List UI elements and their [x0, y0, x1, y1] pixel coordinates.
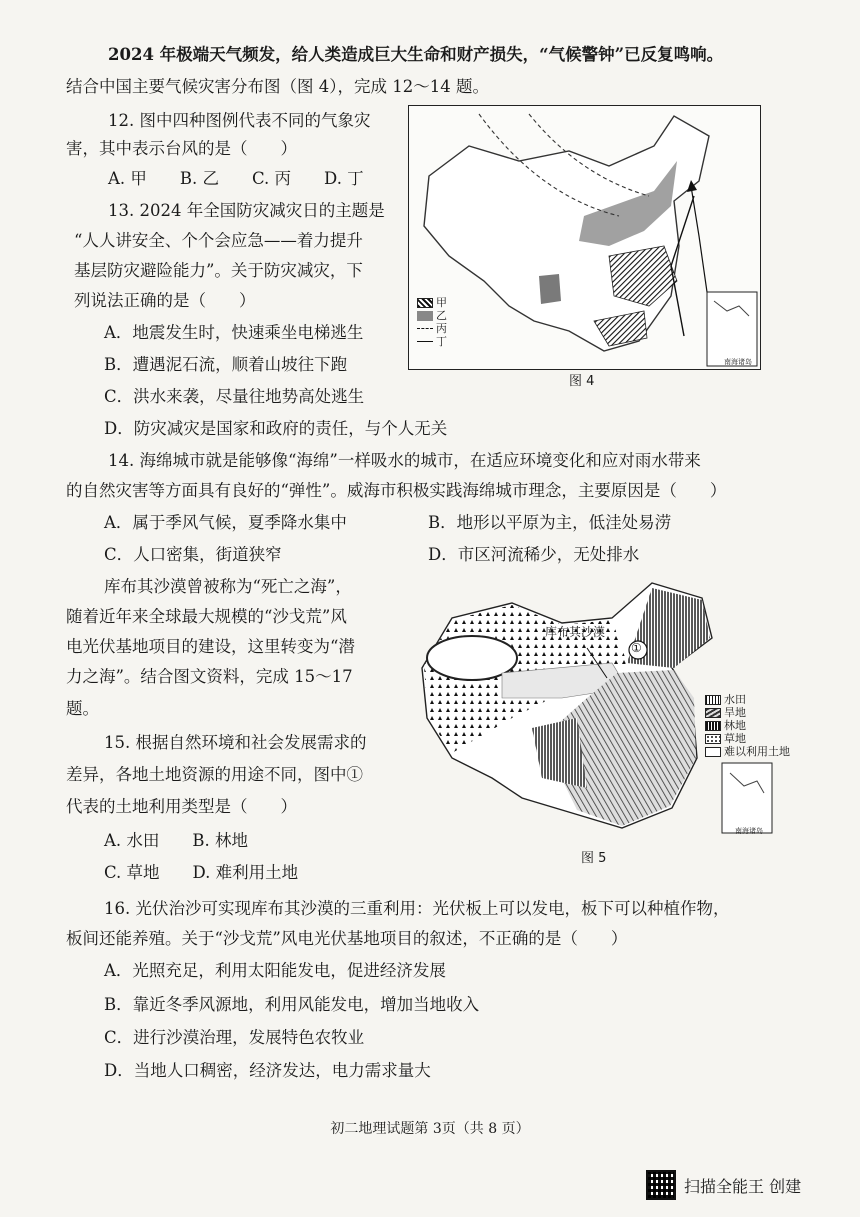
legend-swatch-bing: [417, 328, 433, 329]
figure-4-map: [408, 105, 761, 370]
figure-5-legend: [705, 693, 790, 758]
figure-5-caption: 图 5: [581, 851, 607, 866]
brand-text: 扫描全能王 创建: [684, 1176, 802, 1196]
intro2-line-5: 题。: [66, 699, 99, 718]
china-outline: [424, 116, 709, 351]
q16-option-c: C．进行沙漠治理，发展特色农牧业: [104, 1028, 365, 1047]
q16-line-2: 板间还能养殖。关于“沙戈荒”风电光伏基地项目的叙述，不正确的是（ ）: [66, 929, 628, 948]
q16-option-b: B．靠近冬季风源地，利用风能发电，增加当地收入: [104, 995, 480, 1014]
path-ding-2: [691, 186, 709, 306]
q15-options-1: A. 水田 B. 林地: [104, 831, 249, 850]
q13-option-c: C．洪水来袭，尽量往地势高处逃生: [104, 387, 365, 406]
q12-line-1: 12. 图中四种图例代表不同的气象灾: [108, 111, 371, 130]
legend-label-barren: 难以利用土地: [724, 745, 790, 758]
q16-option-d: D．当地人口稠密，经济发达，电力需求量大: [104, 1061, 431, 1080]
legend-label-ding: 丁: [436, 335, 447, 348]
china-disaster-map-svg: [409, 106, 760, 369]
legend-label-grass: 草地: [724, 732, 746, 745]
figure-4-caption: 图 4: [569, 374, 595, 389]
marker-label: ①: [631, 641, 642, 655]
legend-swatch-ding: [417, 341, 433, 342]
q12-options: A. 甲 B. 乙 C. 丙 D. 丁: [108, 169, 364, 188]
intro-line-2: 结合中国主要气候灾害分布图（图 4），完成 12～14 题。: [66, 77, 489, 96]
q13-line-2: “人人讲安全、个个会应急——着力提升: [74, 231, 363, 250]
q12-line-2: 害，其中表示台风的是（ ）: [66, 139, 297, 158]
page-footer: 初二地理试题第 3页（共 8 页）: [330, 1121, 530, 1137]
q14-option-a: A．属于季风气候，夏季降水集中: [104, 513, 347, 532]
intro2-line-4: 力之海”。结合图文资料，完成 15～17: [66, 667, 353, 686]
q14-line-1: 14. 海绵城市就是能够像“海绵”一样吸水的城市，在适应环境变化和应对雨水带来: [108, 451, 701, 470]
intro-line-1: 2024 年极端天气频发，给人类造成巨大生命和财产损失，“气候警钟”已反复鸣响。: [108, 45, 724, 64]
intro2-line-3: 电光伏基地项目的建设，这里转变为“潜: [66, 637, 355, 656]
q16-line-1: 16. 光伏治沙可实现库布其沙漠的三重利用：光伏板上可以发电，板下可以种植作物，: [104, 899, 730, 918]
q13-line-1: 13. 2024 年全国防灾减灾日的主题是: [108, 201, 385, 220]
figure-5-inset-label: 南海诸岛: [735, 827, 763, 835]
scanner-brand: [646, 1170, 836, 1200]
legend-label-paddy: 水田: [724, 693, 746, 706]
figure-4-legend: [417, 296, 447, 348]
q15-line-1: 15. 根据自然环境和社会发展需求的: [104, 733, 367, 752]
intro2-line-2: 随着近年来全球最大规模的“沙戈荒”风: [66, 607, 347, 626]
intro2-line-1: 库布其沙漠曾被称为“死亡之海”，: [104, 577, 352, 596]
legend-label-bing: 丙: [436, 322, 447, 335]
legend-swatch-dryland: [705, 708, 721, 718]
q15-line-2: 差异，各地土地资源的用途不同，图中①: [66, 765, 363, 784]
q13-option-d: D．防灾减灾是国家和政府的责任，与个人无关: [104, 419, 448, 438]
q14-line-2: 的自然灾害等方面具有良好的“弹性”。威海市积极实践海绵城市理念，主要原因是（ ）: [66, 481, 727, 500]
figure-4-inset-label: 南海诸岛: [724, 358, 752, 366]
q14-option-b: B．地形以平原为主，低洼处易涝: [428, 513, 672, 532]
figure-5-map: [412, 578, 837, 845]
desert-label: 库布其沙漠: [545, 625, 606, 639]
legend-swatch-jia: [417, 298, 433, 308]
legend-swatch-paddy: [705, 695, 721, 705]
q13-option-a: A．地震发生时，快速乘坐电梯逃生: [104, 323, 364, 342]
q13-option-b: B．遭遇泥石流，顺着山坡往下跑: [104, 355, 348, 374]
q13-line-3: 基层防灾避险能力”。关于防灾减灾，下: [74, 261, 363, 280]
qr-code-icon: [646, 1170, 676, 1200]
q15-options-2: C. 草地 D. 难利用土地: [104, 863, 299, 882]
q15-line-3: 代表的土地利用类型是（ ）: [66, 797, 297, 816]
q13-line-4: 列说法正确的是（ ）: [74, 291, 256, 310]
inset-box-5: [722, 763, 772, 833]
legend-swatch-forest: [705, 721, 721, 731]
legend-label-forest: 林地: [724, 719, 746, 732]
inset-box: [707, 292, 757, 366]
q14-option-c: C．人口密集，街道狭窄: [104, 545, 282, 564]
legend-label-jia: 甲: [436, 296, 447, 309]
legend-swatch-barren: [705, 747, 721, 757]
legend-label-dryland: 旱地: [724, 706, 746, 719]
region-yi-2: [539, 274, 561, 304]
legend-swatch-yi: [417, 311, 433, 321]
q14-option-d: D．市区河流稀少，无处排水: [428, 545, 640, 564]
legend-label-yi: 乙: [436, 309, 447, 322]
q16-option-a: A．光照充足，利用太阳能发电，促进经济发展: [104, 961, 446, 980]
legend-swatch-grass: [705, 734, 721, 744]
